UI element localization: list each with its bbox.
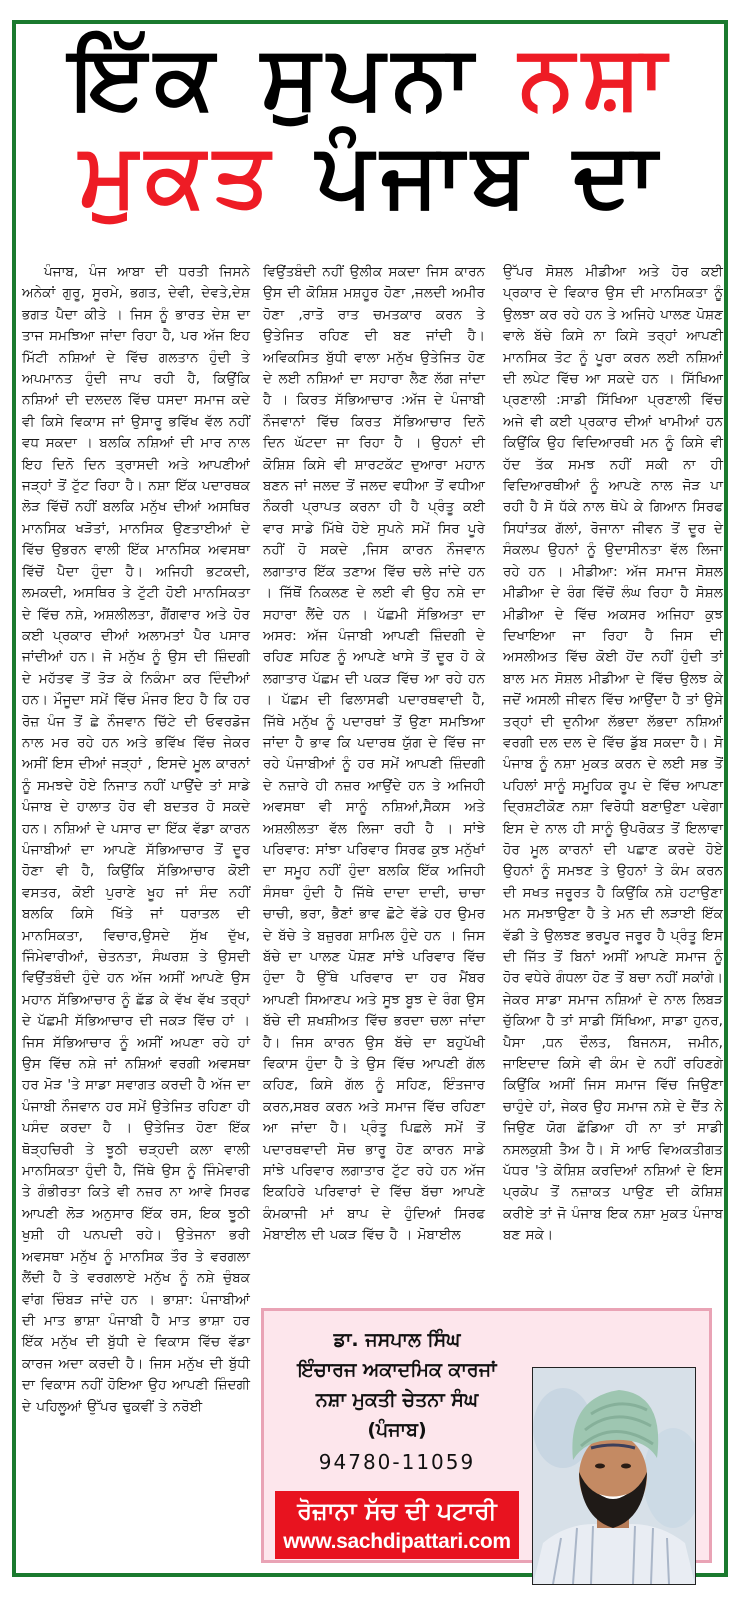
headline-highlight: ਨਸ਼ਾ (519, 25, 675, 128)
author-name: ਡਾ. ਜਸਪਾਲ ਸਿੰਘ (333, 1329, 461, 1351)
person-portrait-icon (533, 1368, 695, 1584)
headline-part: ਪੰਜਾਬ ਦਾ (316, 123, 665, 226)
author-photo (532, 1367, 696, 1585)
article-column-3 (503, 262, 723, 1247)
column-text: ਵਿਉਂਤਬੰਦੀ ਨਹੀਂ ਉਲੀਕ ਸਕਦਾ ਜਿਸ ਕਾਰਨ ਉਸ ਦੀ ਕੋਸ਼ਿਸ਼ ਮਸ਼ਹੂਰ ਹੋਣਾ ,ਜਲਦੀ ਅਮੀਰ ਹੋਣਾ ,ਰਾਤੋ ਰਾਤ ਚਮਤਕਾਰ ਕਰਨ ਤੇ ਉਤੇਜਿਤ ਰਹਿਣ ਦੀ ਬਣ ਜਾਂਦੀ ਹੈ। ਅਵਿਕਸਿਤ ਬੁੱਧੀ ਵਾਲਾ ਮਨੁੱਖ ਉਤੇਜਿਤ ਹੋਣ ਦੇ ਲਈ ਨਸ਼ਿਆਂ ਦਾ ਸਹਾਰਾ ਲੈਣ ਲੱਗ ਜਾਂਦਾ ਹੈ । ਕਿਰਤ ਸੱਭਿਆਚਾਰ :ਅੱਜ ਦੇ ਪੰਜਾਬੀ ਨੌਜਵਾਨਾਂ ਵਿੱਚ ਕਿਰਤ ਸੱਭਿਆਚਾਰ ਦਿਨੋ ਦਿਨ ਘੱਟਦਾ ਜਾ ਰਿਹਾ ਹੈ । ਉਹਨਾਂ ਦੀ ਕੋਸ਼ਿਸ਼ ਕਿਸੇ ਵੀ ਸ਼ਾਰਟਕੱਟ ਦੁਆਰਾ ਮਹਾਨ ਬਣਨ ਜਾਂ ਜਲਦ ਤੋਂ ਜਲਦ ਵਧੀਆ ਤੋਂ ਵਧੀਆ ਨੌਕਰੀ ਪ੍ਰਾਪਤ ਕਰਨਾ ਹੀ ਹੈ ਪ੍ਰੰਤੂ ਕਈ ਵਾਰ ਸਾਡੇ ਮਿੱਥੇ ਹੋਏ ਸੁਪਨੇ ਸਮੇਂ ਸਿਰ ਪੂਰੇ ਨਹੀਂ ਹੋ ਸਕਦੇ ,ਜਿਸ ਕਾਰਨ ਨੌਜਵਾਨ ਲਗਾਤਾਰ ਇੱਕ ਤਣਾਅ ਵਿੱਚ ਚਲੇ ਜਾਂਦੇ ਹਨ । ਜਿੱਥੋਂ ਨਿਕਲਣ ਦੇ ਲਈ ਵੀ ਉਹ ਨਸ਼ੇ ਦਾ ਸਹਾਰਾ ਲੈਂਦੇ ਹਨ । ਪੱਛਮੀ ਸੱਭਿਅਤਾ ਦਾ ਅਸਰ: ਅੱਜ ਪੰਜਾਬੀ ਆਪਣੀ ਜ਼ਿੰਦਗੀ ਦੇ ਰਹਿਣ ਸਹਿਣ ਨੂੰ ਆਪਣੇ ਖਾਸੇ ਤੋਂ ਦੂਰ ਹੋ ਕੇ ਲਗਾਤਾਰ ਪੱਛਮ ਦੀ ਪਕੜ ਵਿੱਚ ਆ ਰਹੇ ਹਨ । ਪੱਛਮ ਦੀ ਫਿਲਾਸਫੀ ਪਦਾਰਥਵਾਦੀ ਹੈ, ਜਿੱਥੇ ਮਨੁੱਖ ਨੂੰ ਪਦਾਰਥਾਂ ਤੋਂ ਉਣਾ ਸਮਝਿਆ ਜਾਂਦਾ ਹੈ ਭਾਵ ਕਿ ਪਦਾਰਥ ਯੁੱਗ ਦੇ ਵਿੱਚ ਜਾ ਰਹੇ ਪੰਜਾਬੀਆਂ ਨੂੰ ਹਰ ਸਮੇਂ ਆਪਣੀ ਜ਼ਿੰਦਗੀ ਦੇ ਨਜ਼ਾਰੇ ਹੀ ਨਜ਼ਰ ਆਉਂਦੇ ਹਨ ਤੇ ਅਜਿਹੀ ਅਵਸਥਾ ਵੀ ਸਾਨੂੰ ਨਸ਼ਿਆਂ,ਸੈਕਸ ਅਤੇ ਅਸ਼ਲੀਲਤਾ ਵੱਲ ਲਿਜਾ ਰਹੀ ਹੈ । ਸਾਂਝੇ ਪਰਿਵਾਰ: ਸਾਂਝਾ ਪਰਿਵਾਰ ਸਿਰਫ ਕੁਝ ਮਨੁੱਖਾਂ ਦਾ ਸਮੂਹ ਨਹੀਂ ਹੁੰਦਾ ਬਲਕਿ ਇੱਕ ਅਜਿਹੀ ਸੰਸਥਾ ਹੁੰਦੀ ਹੈ ਜਿੱਥੇ ਦਾਦਾ ਦਾਦੀ, ਚਾਚਾ ਚਾਚੀ, ਭਰਾ, ਭੈਣਾਂ ਭਾਵ ਛੋਟੇ ਵੱਡੇ ਹਰ ਉਮਰ ਦੇ ਬੱਚੇ ਤੇ ਬਜ਼ੁਰਗ ਸ਼ਾਮਿਲ ਹੁੰਦੇ ਹਨ । ਜਿਸ ਬੱਚੇ ਦਾ ਪਾਲਣ ਪੋਸ਼ਣ ਸਾਂਝੇ ਪਰਿਵਾਰ ਵਿੱਚ ਹੁੰਦਾ ਹੈ ਉੱਥੇ ਪਰਿਵਾਰ ਦਾ ਹਰ ਮੈਂਬਰ ਆਪਣੀ ਸਿਆਣਪ ਅਤੇ ਸੂਝ ਬੂਝ ਦੇ ਰੰਗ ਉਸ ਬੱਚੇ ਦੀ ਸ਼ਖਸ਼ੀਅਤ ਵਿੱਚ ਭਰਦਾ ਚਲਾ ਜਾਂਦਾ ਹੈ। ਜਿਸ ਕਾਰਨ ਉਸ ਬੱਚੇ ਦਾ ਬਹੁਪੱਖੀ ਵਿਕਾਸ ਹੁੰਦਾ ਹੈ ਤੇ ਉਸ ਵਿੱਚ ਆਪਣੀ ਗੱਲ ਕਹਿਣ, ਕਿਸੇ ਗੱਲ ਨੂੰ ਸਹਿਣ, ਇੰਤਜਾਰ ਕਰਨ,ਸਬਰ ਕਰਨ ਅਤੇ ਸਮਾਜ ਵਿੱਚ ਰਹਿਣਾ ਆ ਜਾਂਦਾ ਹੈ। ਪ੍ਰੰਤੂ ਪਿਛਲੇ ਸਮੇਂ ਤੋਂ ਪਦਾਰਥਵਾਦੀ ਸੋਚ ਭਾਰੂ ਹੋਣ ਕਾਰਨ ਸਾਡੇ ਸਾਂਝੇ ਪਰਿਵਾਰ ਲਗਾਤਾਰ ਟੁੱਟ ਰਹੇ ਹਨ ਅੱਜ ਇਕਹਿਰੇ ਪਰਿਵਾਰਾਂ ਦੇ ਵਿੱਚ ਬੱਚਾ ਆਪਣੇ ਕੰਮਕਾਜੀ ਮਾਂ ਬਾਪ ਦੇ ਹੁੰਦਿਆਂ ਸਿਰਫ ਮੋਬਾਈਲ ਦੀ ਪਕੜ ਵਿੱਚ ਹੈ । ਮੋਬਾਈਲ (263, 264, 485, 1244)
headline-line-2 (14, 123, 730, 226)
author-phone: 94780-11059 (318, 1450, 476, 1474)
headline (14, 25, 730, 226)
headline-part: ਇੱਕ ਸੁਪਨਾ (69, 25, 481, 128)
article-column-2 (263, 262, 485, 1247)
author-title: ਇੰਚਾਰਜ ਅਕਾਦਮਿਕ ਕਾਰਜਾਂ (297, 1359, 497, 1381)
headline-highlight: ਮੁਕਤ (79, 123, 278, 226)
author-box (261, 1308, 712, 1563)
newspaper-brand (275, 1491, 519, 1559)
column-text: ਪੰਜਾਬ, ਪੰਜ ਆਬਾ ਦੀ ਧਰਤੀ ਜਿਸਨੇ ਅਨੇਕਾਂ ਗੁਰੂ, ਸੂਰਮੇ, ਭਗਤ, ਦੇਵੀ, ਦੇਵਤੇ,ਦੇਸ਼ ਭਗਤ ਪੈਦਾ ਕੀਤੇ । ਜਿਸ ਨੂੰ ਭਾਰਤ ਦੇਸ਼ ਦਾ ਤਾਜ ਸਮਝਿਆ ਜਾਂਦਾ ਰਿਹਾ ਹੈ, ਪਰ ਅੱਜ ਇਹ ਮਿੱਟੀ ਨਸ਼ਿਆਂ ਦੇ ਵਿੱਚ ਗਲਤਾਨ ਹੁੰਦੀ ਤੇ ਅਪਮਾਨਤ ਹੁੰਦੀ ਜਾਪ ਰਹੀ ਹੈ, ਕਿਉਂਕਿ ਨਸ਼ਿਆਂ ਦੀ ਦਲਦਲ ਵਿੱਚ ਧਸਦਾ ਸਮਾਜ ਕਦੇ ਵੀ ਕਿਸੇ ਵਿਕਾਸ ਜਾਂ ਉਸਾਰੂ ਭਵਿੱਖ ਵੱਲ ਨਹੀਂ ਵਧ ਸਕਦਾ । ਬਲਕਿ ਨਸ਼ਿਆਂ ਦੀ ਮਾਰ ਨਾਲ ਇਹ ਦਿਨੋ ਦਿਨ ਤ੍ਰਾਸਦੀ ਅਤੇ ਆਪਣੀਆਂ ਜੜ੍ਹਾਂ ਤੋਂ ਟੁੱਟ ਰਿਹਾ ਹੈ। ਨਸ਼ਾ ਇੱਕ ਪਦਾਰਥਕ ਲੋੜ ਵਿੱਚੋਂ ਨਹੀਂ ਬਲਕਿ ਮਨੁੱਖ ਦੀਆਂ ਅਸਥਿਰ ਮਾਨਸਿਕ ਖੜੋਤਾਂ, ਮਾਨਸਿਕ ਉਣਤਾਈਆਂ ਦੇ ਵਿੱਚ ਉਭਰਨ ਵਾਲੀ ਇੱਕ ਮਾਨਸਿਕ ਅਵਸਥਾ ਵਿੱਚੋਂ ਪੈਦਾ ਹੁੰਦਾ ਹੈ। ਅਜਿਹੀ ਭਟਕਦੀ, ਲਮਕਦੀ, ਅਸਥਿਰ ਤੇ ਟੁੱਟੀ ਹੋਈ ਮਾਨਸਿਕਤਾ ਦੇ ਵਿੱਚ ਨਸ਼ੇ, ਅਸ਼ਲੀਲਤਾ, ਗੈਂਗਵਾਰ ਅਤੇ ਹੋਰ ਕਈ ਪ੍ਰਕਾਰ ਦੀਆਂ ਅਲਾਮਤਾਂ ਪੈਰ ਪਸਾਰ ਜਾਂਦੀਆਂ ਹਨ। ਜੋ ਮਨੁੱਖ ਨੂੰ ਉਸ ਦੀ ਜ਼ਿੰਦਗੀ ਦੇ ਮਹੱਤਵ ਤੋਂ ਤੋੜ ਕੇ ਨਿਕੰਮਾ ਕਰ ਦਿੰਦੀਆਂ ਹਨ। ਮੌਜੂਦਾ ਸਮੇਂ ਵਿੱਚ ਮੰਜਰ ਇਹ ਹੈ ਕਿ ਹਰ ਰੋਜ਼ ਪੰਜ ਤੋਂ ਛੇ ਨੌਜਵਾਨ ਚਿੱਟੇ ਦੀ ਓਵਰਡੋਜ ਨਾਲ ਮਰ ਰਹੇ ਹਨ ਅਤੇ ਭਵਿੱਖ ਵਿੱਚ ਜੇਕਰ ਅਸੀਂ ਇਸ ਦੀਆਂ ਜੜ੍ਹਾਂ , ਇਸਦੇ ਮੂਲ ਕਾਰਨਾਂ ਨੂੰ ਸਮਝਦੇ ਹੋਏ ਨਿਜਾਤ ਨਹੀਂ ਪਾਉਂਦੇ ਤਾਂ ਸਾਡੇ ਪੰਜਾਬ ਦੇ ਹਾਲਾਤ ਹੋਰ ਵੀ ਬਦਤਰ ਹੋ ਸਕਦੇ ਹਨ। ਨਸ਼ਿਆਂ ਦੇ ਪਸਾਰ ਦਾ ਇੱਕ ਵੱਡਾ ਕਾਰਨ ਪੰਜਾਬੀਆਂ ਦਾ ਆਪਣੇ ਸੱਭਿਆਚਾਰ ਤੋਂ ਦੂਰ ਹੋਣਾ ਵੀ ਹੈ, ਕਿਉਂਕਿ ਸੱਭਿਆਚਾਰ ਕੋਈ ਵਸਤਰ, ਕੋਈ ਪੁਰਾਣੇ ਖੂਹ ਜਾਂ ਸੰਦ ਨਹੀਂ ਬਲਕਿ ਕਿਸੇ ਖਿੱਤੇ ਜਾਂ ਧਰਾਤਲ ਦੀ ਮਾਨਸਿਕਤਾ, ਵਿਚਾਰ,ਉਸਦੇ ਸੁੱਖ ਦੁੱਖ, ਜਿੰਮੇਵਾਰੀਆਂ, ਚੇਤਨਤਾ, ਸੰਘਰਸ਼ ਤੇ ਉਸਦੀ ਵਿਉਂਤਬੰਦੀ ਹੁੰਦੇ ਹਨ ਅੱਜ ਅਸੀਂ ਆਪਣੇ ਉਸ ਮਹਾਨ ਸੱਭਿਆਚਾਰ ਨੂੰ ਛੱਡ ਕੇ ਵੱਖ ਵੱਖ ਤਰ੍ਹਾਂ ਦੇ ਪੱਛਮੀ ਸੱਭਿਆਚਾਰ ਦੀ ਜਕੜ ਵਿੱਚ ਹਾਂ । ਜਿਸ ਸੱਭਿਆਚਾਰ ਨੂੰ ਅਸੀਂ ਅਪਣਾ ਰਹੇ ਹਾਂ ਉਸ ਵਿੱਚ ਨਸ਼ੇ ਜਾਂ ਨਸ਼ਿਆਂ ਵਰਗੀ ਅਵਸਥਾ ਹਰ ਮੋੜ 'ਤੇ ਸਾਡਾ ਸਵਾਗਤ ਕਰਦੀ ਹੈ ਅੱਜ ਦਾ ਪੰਜਾਬੀ ਨੌਜਵਾਨ ਹਰ ਸਮੇਂ ਉਤੇਜਿਤ ਰਹਿਣਾ ਹੀ ਪਸੰਦ ਕਰਦਾ ਹੈ । ਉਤੇਜਿਤ ਹੋਣਾ ਇੱਕ ਥੋੜ੍ਹਚਿਰੀ ਤੇ ਝੂਠੀ ਚੜ੍ਹਦੀ ਕਲਾ ਵਾਲੀ ਮਾਨਸਿਕਤਾ ਹੁੰਦੀ ਹੈ, ਜਿੱਥੇ ਉਸ ਨੂੰ ਜਿੰਮੇਵਾਰੀ ਤੇ ਗੰਭੀਰਤਾ ਕਿਤੇ ਵੀ ਨਜ਼ਰ ਨਾ ਆਵੇ ਸਿਰਫ ਆਪਣੀ ਲੋੜ ਅਨੁਸਾਰ ਇੱਕ ਰਸ, ਇਕ ਝੂਠੀ ਖੁਸ਼ੀ ਹੀ ਪਨਪਦੀ ਰਹੇ। ਉਤੇਜਨਾ ਭਰੀ ਅਵਸਥਾ ਮਨੁੱਖ ਨੂੰ ਮਾਨਸਿਕ ਤੌਰ ਤੇ ਵਰਗਲਾ ਲੈਂਦੀ ਹੈ ਤੇ ਵਰਗਲਾਏ ਮਨੁੱਖ ਨੂੰ ਨਸ਼ੇ ਚੁੰਬਕ ਵਾਂਗ ਚਿੰਬੜ ਜਾਂਦੇ ਹਨ । ਭਾਸ਼ਾ: ਪੰਜਾਬੀਆਂ ਦੀ ਮਾਤ ਭਾਸ਼ਾ ਪੰਜਾਬੀ ਹੈ ਮਾਤ ਭਾਸ਼ਾ ਹਰ ਇੱਕ ਮਨੁੱਖ ਦੀ ਬੁੱਧੀ ਦੇ ਵਿਕਾਸ ਵਿੱਚ ਵੱਡਾ ਕਾਰਜ ਅਦਾ ਕਰਦੀ ਹੈ। ਜਿਸ ਮਨੁੱਖ ਦੀ ਬੁੱਧੀ ਦਾ ਵਿਕਾਸ ਨਹੀਂ ਹੋਇਆ ਉਹ ਆਪਣੀ ਜ਼ਿੰਦਗੀ ਦੇ ਪਹਿਲੂਆਂ ਉੱਪਰ ਢੁਕਵੀਂ ਤੇ ਨਰੋਈ (22, 264, 250, 1415)
newspaper-name: ਰੋਜ਼ਾਨਾ ਸੱਚ ਦੀ ਪਟਾਰੀ (297, 1497, 497, 1525)
newspaper-url[interactable]: www.sachdipattari.com (283, 1530, 511, 1553)
column-text: ਉੱਪਰ ਸੋਸ਼ਲ ਮੀਡੀਆ ਅਤੇ ਹੋਰ ਕਈ ਪ੍ਰਕਾਰ ਦੇ ਵਿਕਾਰ ਉਸ ਦੀ ਮਾਨਸਿਕਤਾ ਨੂੰ ਉਲਝਾ ਕਰ ਰਹੇ ਹਨ ਤੇ ਅਜਿਹੇ ਪਾਲਣ ਪੋਸ਼ਣ ਵਾਲੇ ਬੱਚੇ ਕਿਸੇ ਨਾ ਕਿਸੇ ਤਰ੍ਹਾਂ ਆਪਣੀ ਮਾਨਸਿਕ ਤੋਟ ਨੂੰ ਪੂਰਾ ਕਰਨ ਲਈ ਨਸ਼ਿਆਂ ਦੀ ਲਪੇਟ ਵਿੱਚ ਆ ਸਕਦੇ ਹਨ । ਸਿੱਖਿਆ ਪ੍ਰਣਾਲੀ :ਸਾਡੀ ਸਿੱਖਿਆ ਪ੍ਰਣਾਲੀ ਵਿੱਚ ਅਜੇ ਵੀ ਕਈ ਪ੍ਰਕਾਰ ਦੀਆਂ ਖਾਮੀਆਂ ਹਨ ਕਿਉਂਕਿ ਉਹ ਵਿਦਿਆਰਥੀ ਮਨ ਨੂੰ ਕਿਸੇ ਵੀ ਹੱਦ ਤੱਕ ਸਮਝ ਨਹੀਂ ਸਕੀ ਨਾ ਹੀ ਵਿਦਿਆਰਥੀਆਂ ਨੂੰ ਆਪਣੇ ਨਾਲ ਜੋੜ ਪਾ ਰਹੀ ਹੈ ਸੋ ਧੱਕੇ ਨਾਲ ਥੋਪੇ ਕੇ ਗਿਆਨ ਸਿਰਫ ਸਿਧਾਂਤਕ ਗੱਲਾਂ, ਰੋਜਾਨਾ ਜੀਵਨ ਤੋਂ ਦੂਰ ਦੇ ਸੰਕਲਪ ਉਹਨਾਂ ਨੂੰ ਉਦਾਸੀਨਤਾ ਵੱਲ ਲਿਜਾ ਰਹੇ ਹਨ । ਮੀਡੀਆ: ਅੱਜ ਸਮਾਜ ਸੋਸ਼ਲ ਮੀਡੀਆ ਦੇ ਰੰਗ ਵਿੱਚੋਂ ਲੰਘ ਰਿਹਾ ਹੈ ਸੋਸ਼ਲ ਮੀਡੀਆ ਦੇ ਵਿੱਚ ਅਕਸਰ ਅਜਿਹਾ ਕੁਝ ਦਿਖਾਇਆ ਜਾ ਰਿਹਾ ਹੈ ਜਿਸ ਦੀ ਅਸਲੀਅਤ ਵਿੱਚ ਕੋਈ ਹੋਂਦ ਨਹੀਂ ਹੁੰਦੀ ਤਾਂ ਬਾਲ ਮਨ ਸੋਸ਼ਲ ਮੀਡੀਆ ਦੇ ਵਿੱਚ ਉਲਝ ਕੇ ਜਦੋਂ ਅਸਲੀ ਜੀਵਨ ਵਿੱਚ ਆਉਂਦਾ ਹੈ ਤਾਂ ਉਸੇ ਤਰ੍ਹਾਂ ਦੀ ਦੁਨੀਆ ਲੱਭਦਾ ਲੱਭਦਾ ਨਸ਼ਿਆਂ ਵਰਗੀ ਦਲ ਦਲ ਦੇ ਵਿੱਚ ਡੁੱਬ ਸਕਦਾ ਹੈ। ਸੋ ਪੰਜਾਬ ਨੂੰ ਨਸ਼ਾ ਮੁਕਤ ਕਰਨ ਦੇ ਲਈ ਸਭ ਤੋਂ ਪਹਿਲਾਂ ਸਾਨੂੰ ਸਮੂਹਿਕ ਰੂਪ ਦੇ ਵਿੱਚ ਆਪਣਾ ਦ੍ਰਿਸ਼ਟੀਕੋਣ ਨਸ਼ਾ ਵਿਰੋਧੀ ਬਣਾਉਣਾ ਪਵੇਗਾ ਇਸ ਦੇ ਨਾਲ ਹੀ ਸਾਨੂੰ ਉਪਰੋਕਤ ਤੋਂ ਇਲਾਵਾ ਹੋਰ ਮੂਲ ਕਾਰਨਾਂ ਦੀ ਪਛਾਣ ਕਰਦੇ ਹੋਏ ਉਹਨਾਂ ਨੂੰ ਸਮਝਣ ਤੇ ਉਹਨਾਂ ਤੇ ਕੰਮ ਕਰਨ ਦੀ ਸਖਤ ਜਰੂਰਤ ਹੈ ਕਿਉਂਕਿ ਨਸ਼ੇ ਹਟਾਉਣਾ ਮਨ ਸਮਝਾਉਣਾ ਹੈ ਤੇ ਮਨ ਦੀ ਲੜਾਈ ਇੱਕ ਵੱਡੀ ਤੇ ਉਲਝਣ ਭਰਪੂਰ ਜਰੂਰ ਹੈ ਪ੍ਰੰਤੂ ਇਸ ਦੀ ਜਿੱਤ ਤੋਂ ਬਿਨਾਂ ਅਸੀਂ ਆਪਣੇ ਸਮਾਜ ਨੂੰ ਹੋਰ ਵਧੇਰੇ ਗੰਧਲਾ ਹੋਣ ਤੋਂ ਬਚਾ ਨਹੀਂ ਸਕਾਂਗੇ। ਜੇਕਰ ਸਾਡਾ ਸਮਾਜ ਨਸ਼ਿਆਂ ਦੇ ਨਾਲ ਲਿਬੜ ਚੁੱਕਿਆ ਹੈ ਤਾਂ ਸਾਡੀ ਸਿੱਖਿਆ, ਸਾਡਾ ਹੁਨਰ, ਪੈਸਾ ,ਧਨ ਦੌਲਤ, ਬਿਜਨਸ, ਜਮੀਨ, ਜਾਇਦਾਦ ਕਿਸੇ ਵੀ ਕੰਮ ਦੇ ਨਹੀਂ ਰਹਿਣਗੇ ਕਿਉਂਕਿ ਅਸੀਂ ਜਿਸ ਸਮਾਜ ਵਿੱਚ ਜਿਉਣਾ ਚਾਹੁੰਦੇ ਹਾਂ, ਜੇਕਰ ਉਹ ਸਮਾਜ ਨਸ਼ੇ ਦੇ ਦੈਂਤ ਨੇ ਜਿਉਣ ਯੋਗ ਛੱਡਿਆ ਹੀ ਨਾ ਤਾਂ ਸਾਡੀ ਨਸਲਕੁਸ਼ੀ ਤੈਅ ਹੈ। ਸੋ ਆਓ ਵਿਅਕਤੀਗਤ ਪੱਧਰ 'ਤੇ ਕੋਸ਼ਿਸ਼ ਕਰਦਿਆਂ ਨਸ਼ਿਆਂ ਦੇ ਇਸ ਪ੍ਰਕੋਪ ਤੋਂ ਨਜ਼ਾਕਤ ਪਾਉਣ ਦੀ ਕੋਸ਼ਿਸ਼ ਕਰੀਏ ਤਾਂ ਜੋ ਪੰਜਾਬ ਇਕ ਨਸ਼ਾ ਮੁਕਤ ਪੰਜਾਬ ਬਣ ਸਕੇ। (503, 264, 723, 1244)
headline-line-1 (14, 25, 730, 128)
author-organization: ਨਸ਼ਾ ਮੁਕਤੀ ਚੇਤਨਾ ਸੰਘ (315, 1389, 479, 1411)
author-state: (ਪੰਜਾਬ) (367, 1419, 427, 1441)
author-details (272, 1325, 522, 1479)
article-column-1 (22, 262, 250, 1418)
